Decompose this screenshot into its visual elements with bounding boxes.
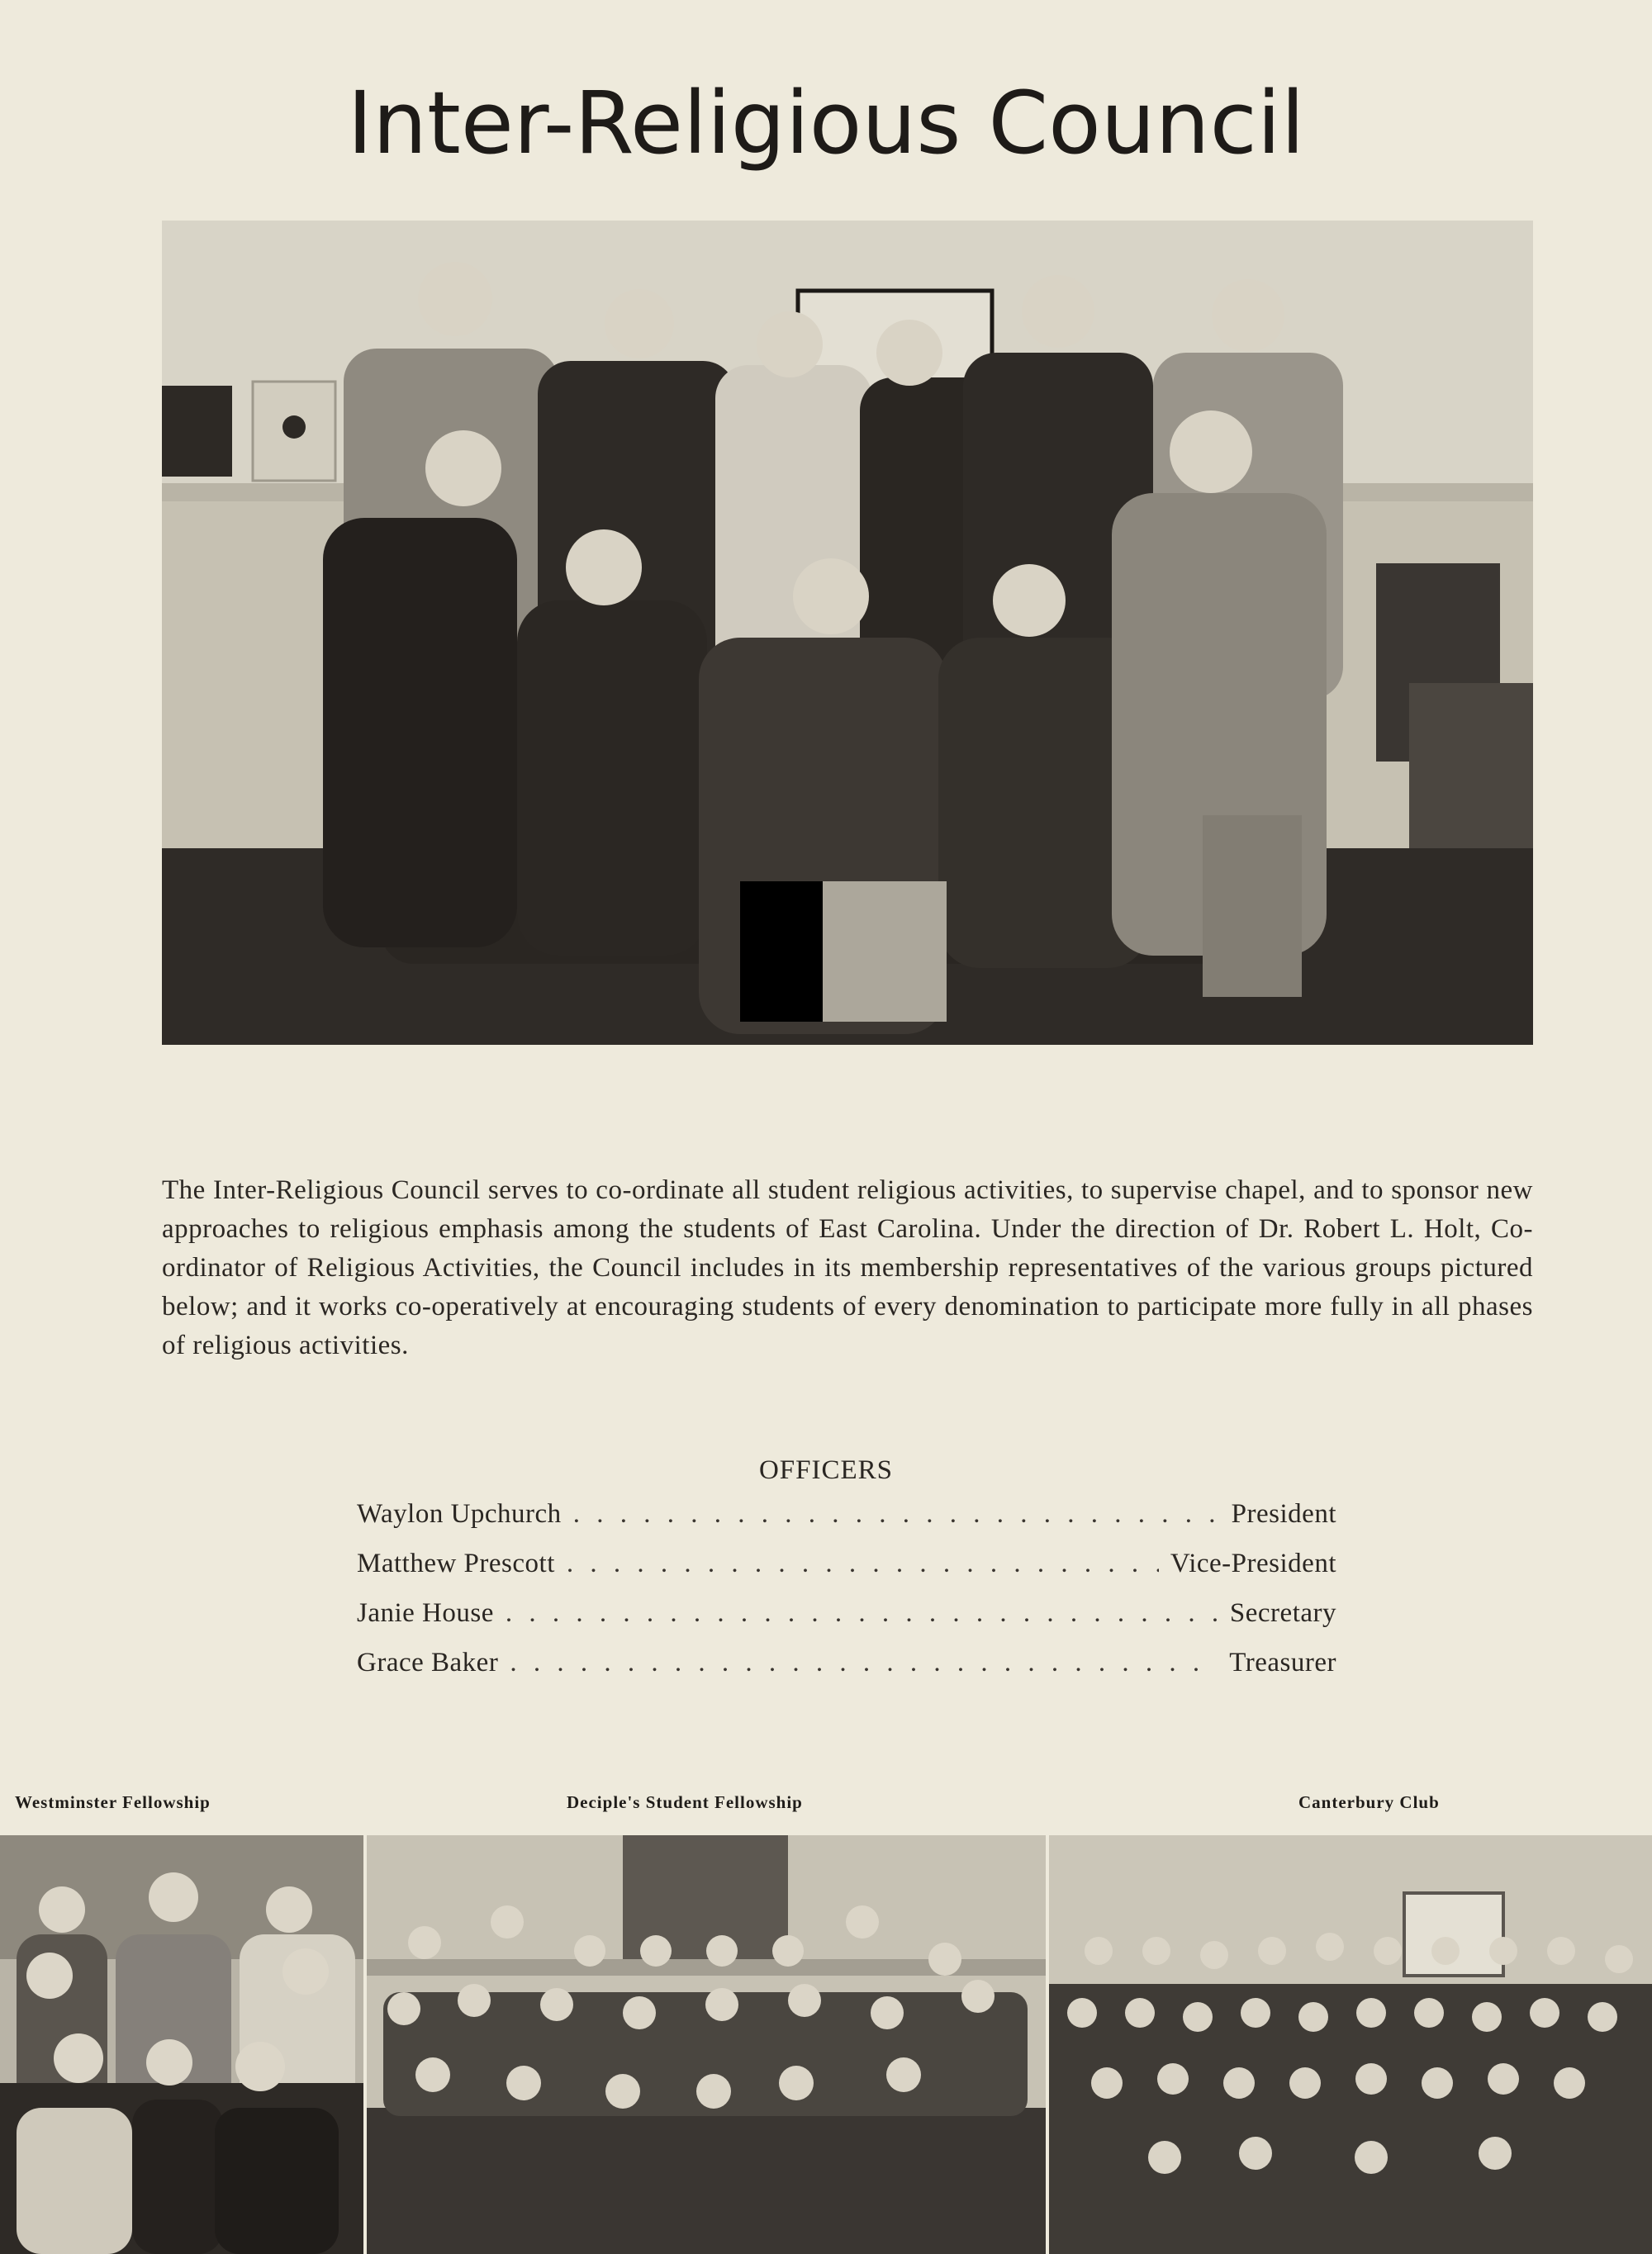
officers-heading: OFFICERS [758, 1455, 894, 1485]
council-group-photo [162, 221, 1533, 1045]
officer-row [357, 1499, 1336, 1539]
officer-row [357, 1598, 1336, 1638]
officer-name: Grace Baker [357, 1648, 499, 1677]
canterbury-photo [1049, 1835, 1652, 2254]
officer-name: Waylon Upchurch [357, 1499, 562, 1529]
council-description: The Inter-Religious Council serves to co-ordinate all student religious activities, to supervise chapel, and to sponsor new approaches to religious emphasis among the students of East Carolina. Under the direction of Dr. Robert L. Holt, Co-ordinator of Religious Activities, the Council includes in its membership representatives of the various groups pictured below; and it works co-operatively at encouraging students of every denomination to participate more fully in all phases of religious activities. [162, 1175, 1533, 1360]
leader-dots [506, 1598, 1218, 1629]
caption-disciples: Deciple's Student Fellowship [567, 1792, 803, 1812]
officer-name: Matthew Prescott [357, 1549, 555, 1578]
leader-dots [567, 1549, 1159, 1579]
officer-role: President [1231, 1499, 1336, 1529]
officer-role: Secretary [1229, 1598, 1336, 1628]
caption-canterbury: Canterbury Club [1298, 1792, 1440, 1812]
officer-row [357, 1549, 1336, 1588]
westminster-photo [0, 1835, 363, 2254]
officer-role: Treasurer [1229, 1648, 1336, 1677]
disciples-photo [367, 1835, 1046, 2254]
officer-name: Janie House [357, 1598, 494, 1628]
officer-role: Vice-President [1170, 1549, 1336, 1578]
caption-westminster: Westminster Fellowship [15, 1792, 211, 1812]
leader-dots [573, 1499, 1220, 1530]
officer-row [357, 1648, 1336, 1687]
leader-dots [510, 1648, 1218, 1678]
page-title: Inter-Religious Council [347, 73, 1305, 173]
